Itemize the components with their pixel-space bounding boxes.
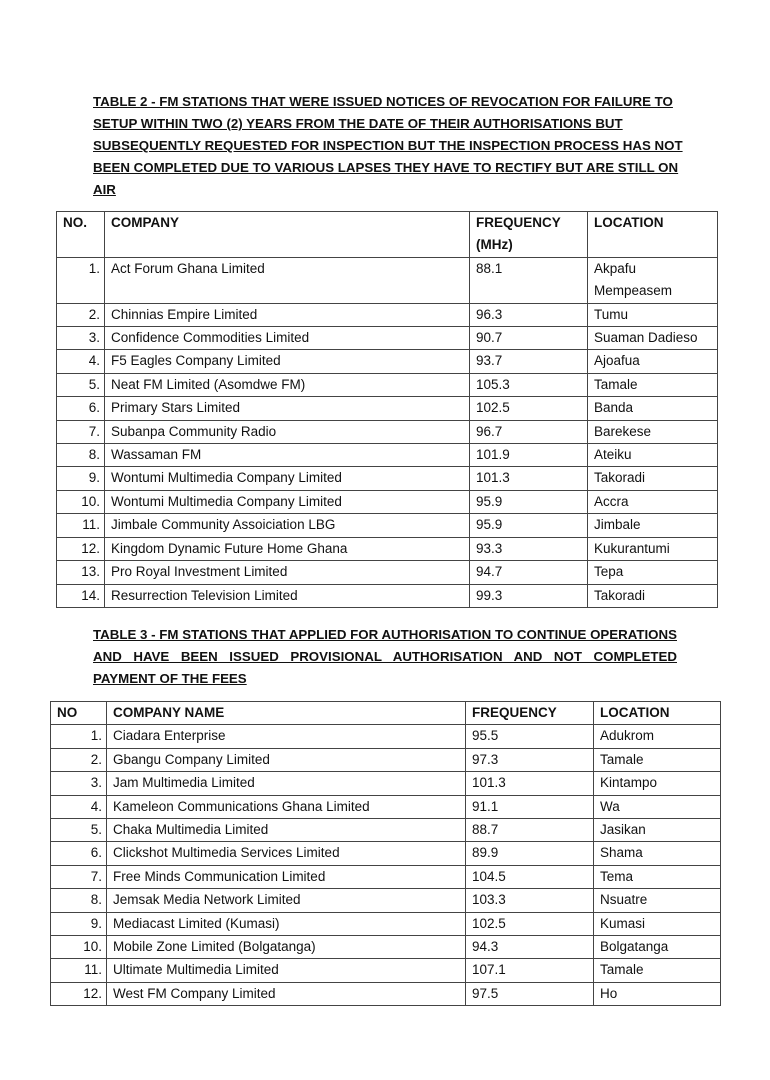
company-cell: Clickshot Multimedia Services Limited xyxy=(107,842,466,865)
frequency-cell: 107.1 xyxy=(466,959,594,982)
table-row xyxy=(57,420,718,443)
frequency-cell: 91.1 xyxy=(466,795,594,818)
company-cell: Neat FM Limited (Asomdwe FM) xyxy=(105,373,470,396)
row-number: 8. xyxy=(57,444,105,467)
table-row xyxy=(57,514,718,537)
table2 xyxy=(56,211,718,608)
location-cell: Takoradi xyxy=(588,467,718,490)
frequency-cell: 96.3 xyxy=(470,303,588,326)
table-row xyxy=(51,959,721,982)
location-cell: Ajoafua xyxy=(588,350,718,373)
company-cell: Ciadara Enterprise xyxy=(107,725,466,748)
row-number: 7. xyxy=(57,420,105,443)
table-row xyxy=(51,936,721,959)
frequency-cell: 101.9 xyxy=(470,444,588,467)
location-cell: Jimbale xyxy=(588,514,718,537)
location-cell: Tamale xyxy=(588,373,718,396)
table-row xyxy=(57,561,718,584)
frequency-cell: 102.5 xyxy=(466,912,594,935)
row-number: 4. xyxy=(57,350,105,373)
company-cell: F5 Eagles Company Limited xyxy=(105,350,470,373)
table3-header-row xyxy=(51,702,721,725)
row-number: 8. xyxy=(51,889,107,912)
col-header-no: NO xyxy=(51,702,107,725)
row-number: 13. xyxy=(57,561,105,584)
row-number: 14. xyxy=(57,584,105,607)
row-number: 7. xyxy=(51,865,107,888)
frequency-cell: 90.7 xyxy=(470,327,588,350)
frequency-cell: 88.7 xyxy=(466,819,594,842)
row-number: 6. xyxy=(51,842,107,865)
location-cell: Ateiku xyxy=(588,444,718,467)
row-number: 1. xyxy=(51,725,107,748)
row-number: 2. xyxy=(51,748,107,771)
row-number: 11. xyxy=(51,959,107,982)
col-header-no: NO. xyxy=(57,212,105,258)
frequency-cell: 104.5 xyxy=(466,865,594,888)
company-cell: Ultimate Multimedia Limited xyxy=(107,959,466,982)
location-cell: Jasikan xyxy=(594,819,721,842)
company-cell: Kingdom Dynamic Future Home Ghana xyxy=(105,537,470,560)
col-header-location: LOCATION xyxy=(594,702,721,725)
table3-heading: TABLE 3 - FM STATIONS THAT APPLIED FOR AUTHORISATION TO CONTINUE OPERATIONS AND HAVE BEEN ISSUED PROVISIONAL AUTHORISATION AND NOT COMPLETED PAYMENT OF THE FEES xyxy=(93,627,677,686)
frequency-cell: 97.3 xyxy=(466,748,594,771)
row-number: 9. xyxy=(57,467,105,490)
frequency-cell: 95.9 xyxy=(470,490,588,513)
table-row xyxy=(57,397,718,420)
location-cell: Adukrom xyxy=(594,725,721,748)
location-cell: Barekese xyxy=(588,420,718,443)
location-cell: Shama xyxy=(594,842,721,865)
table-row xyxy=(57,373,718,396)
table-row xyxy=(51,748,721,771)
table2-heading: TABLE 2 - FM STATIONS THAT WERE ISSUED NOTICES OF REVOCATION FOR FAILURE TO SETUP WITHIN TWO (2) YEARS FROM THE DATE OF THEIR AUTHORISATIONS BUT SUBSEQUENTLY REQUESTED FOR INSPECTION BUT THE INSPECTION PROCESS HAS NOT BEEN COMPLETED DUE TO VARIOUS LAPSES THEY HAVE TO RECTIFY BUT ARE STILL ON AIR xyxy=(93,94,683,197)
table-row xyxy=(57,490,718,513)
location-cell: Tumu xyxy=(588,303,718,326)
frequency-cell: 101.3 xyxy=(466,772,594,795)
row-number: 6. xyxy=(57,397,105,420)
company-cell: Jam Multimedia Limited xyxy=(107,772,466,795)
table-row xyxy=(57,350,718,373)
location-cell: Kukurantumi xyxy=(588,537,718,560)
company-cell: Jimbale Community Assoiciation LBG xyxy=(105,514,470,537)
location-cell: Kumasi xyxy=(594,912,721,935)
frequency-cell: 101.3 xyxy=(470,467,588,490)
frequency-cell: 93.3 xyxy=(470,537,588,560)
company-cell: Jemsak Media Network Limited xyxy=(107,889,466,912)
table2-header-row xyxy=(57,212,718,258)
frequency-cell: 88.1 xyxy=(470,257,588,303)
row-number: 10. xyxy=(57,490,105,513)
table-row xyxy=(51,842,721,865)
frequency-cell: 97.5 xyxy=(466,982,594,1005)
table-row xyxy=(57,327,718,350)
frequency-cell: 105.3 xyxy=(470,373,588,396)
table3-body xyxy=(51,725,721,1006)
col-header-location: LOCATION xyxy=(588,212,718,258)
row-number: 1. xyxy=(57,257,105,303)
row-number: 2. xyxy=(57,303,105,326)
location-cell: Tepa xyxy=(588,561,718,584)
row-number: 12. xyxy=(57,537,105,560)
company-cell: Wontumi Multimedia Company Limited xyxy=(105,490,470,513)
company-cell: Chinnias Empire Limited xyxy=(105,303,470,326)
company-cell: Subanpa Community Radio xyxy=(105,420,470,443)
col-header-frequency: FREQUENCY xyxy=(466,702,594,725)
location-cell: Tamale xyxy=(594,959,721,982)
company-cell: Act Forum Ghana Limited xyxy=(105,257,470,303)
row-number: 5. xyxy=(57,373,105,396)
row-number: 3. xyxy=(57,327,105,350)
frequency-cell: 102.5 xyxy=(470,397,588,420)
location-cell: Nsuatre xyxy=(594,889,721,912)
location-cell: Tema xyxy=(594,865,721,888)
location-cell: Bolgatanga xyxy=(594,936,721,959)
table2-body xyxy=(57,257,718,607)
table-row xyxy=(57,584,718,607)
frequency-cell: 96.7 xyxy=(470,420,588,443)
company-cell: Wassaman FM xyxy=(105,444,470,467)
row-number: 4. xyxy=(51,795,107,818)
frequency-cell: 94.7 xyxy=(470,561,588,584)
frequency-cell: 95.9 xyxy=(470,514,588,537)
table-row xyxy=(51,725,721,748)
company-cell: Mobile Zone Limited (Bolgatanga) xyxy=(107,936,466,959)
company-cell: Mediacast Limited (Kumasi) xyxy=(107,912,466,935)
company-cell: Chaka Multimedia Limited xyxy=(107,819,466,842)
table-row xyxy=(51,912,721,935)
frequency-cell: 89.9 xyxy=(466,842,594,865)
frequency-cell: 103.3 xyxy=(466,889,594,912)
location-cell: Banda xyxy=(588,397,718,420)
location-cell: Accra xyxy=(588,490,718,513)
location-cell: Suaman Dadieso xyxy=(588,327,718,350)
table-row xyxy=(57,303,718,326)
company-cell: Pro Royal Investment Limited xyxy=(105,561,470,584)
table-row xyxy=(51,982,721,1005)
row-number: 9. xyxy=(51,912,107,935)
location-cell: Tamale xyxy=(594,748,721,771)
table-row xyxy=(51,865,721,888)
location-cell: Wa xyxy=(594,795,721,818)
table3 xyxy=(50,701,721,1006)
company-cell: Primary Stars Limited xyxy=(105,397,470,420)
table-row xyxy=(57,537,718,560)
company-cell: Kameleon Communications Ghana Limited xyxy=(107,795,466,818)
table-row xyxy=(51,889,721,912)
location-cell: Kintampo xyxy=(594,772,721,795)
frequency-cell: 94.3 xyxy=(466,936,594,959)
table-row xyxy=(51,819,721,842)
table-row xyxy=(57,444,718,467)
row-number: 10. xyxy=(51,936,107,959)
company-cell: Free Minds Communication Limited xyxy=(107,865,466,888)
location-cell: Takoradi xyxy=(588,584,718,607)
frequency-cell: 99.3 xyxy=(470,584,588,607)
col-header-frequency: FREQUENCY (MHz) xyxy=(470,212,588,258)
company-cell: Wontumi Multimedia Company Limited xyxy=(105,467,470,490)
frequency-cell: 95.5 xyxy=(466,725,594,748)
company-cell: Resurrection Television Limited xyxy=(105,584,470,607)
row-number: 3. xyxy=(51,772,107,795)
table-row xyxy=(51,795,721,818)
location-cell: Ho xyxy=(594,982,721,1005)
table-row xyxy=(57,257,718,303)
company-cell: Gbangu Company Limited xyxy=(107,748,466,771)
col-header-company-name: COMPANY NAME xyxy=(107,702,466,725)
table-row xyxy=(57,467,718,490)
frequency-cell: 93.7 xyxy=(470,350,588,373)
table-row xyxy=(51,772,721,795)
location-cell: Akpafu Mempeasem xyxy=(588,257,718,303)
row-number: 5. xyxy=(51,819,107,842)
row-number: 11. xyxy=(57,514,105,537)
col-header-company: COMPANY xyxy=(105,212,470,258)
company-cell: West FM Company Limited xyxy=(107,982,466,1005)
company-cell: Confidence Commodities Limited xyxy=(105,327,470,350)
row-number: 12. xyxy=(51,982,107,1005)
